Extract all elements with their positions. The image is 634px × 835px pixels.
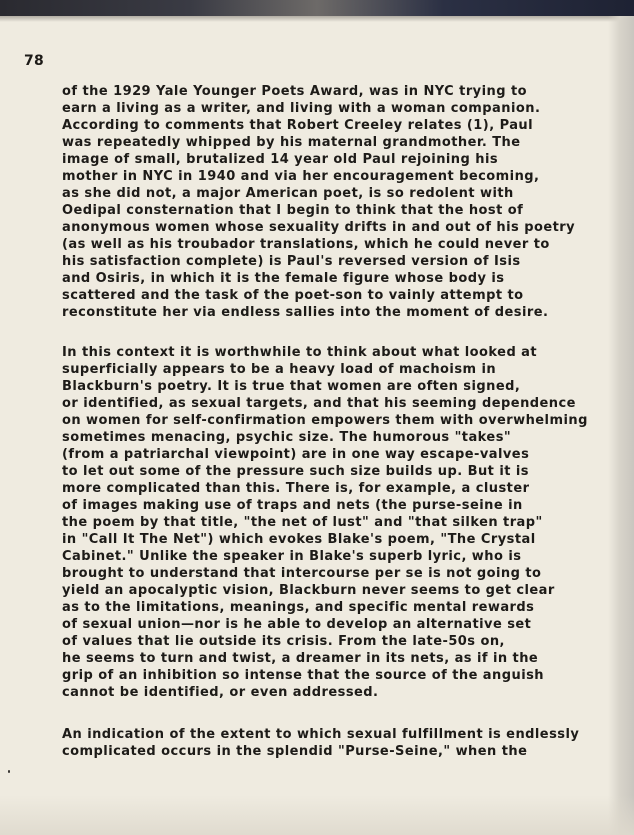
text-line: scattered and the task of the poet-son to vainly attempt to <box>62 288 524 303</box>
paragraph-1 <box>62 83 575 321</box>
paragraph-3 <box>62 726 579 760</box>
text-line: on women for self-confirmation empowers them with overwhelming <box>62 413 588 428</box>
text-line: his satisfaction complete) is Paul's reversed version of Isis <box>62 254 521 269</box>
text-line: image of small, brutalized 14 year old Paul rejoining his <box>62 152 499 167</box>
text-line: An indication of the extent to which sexual fulfillment is endlessly <box>62 727 580 742</box>
text-line: as to the limitations, meanings, and specific mental rewards <box>62 600 535 615</box>
text-line: of images making use of traps and nets (the purse-seine in <box>62 498 523 513</box>
text-line: According to comments that Robert Creeley relates (1), Paul <box>62 118 534 133</box>
text-line: yield an apocalyptic vision, Blackburn never seems to get clear <box>62 583 555 598</box>
text-line: superficially appears to be a heavy load of machoism in <box>62 362 497 377</box>
text-line: earn a living as a writer, and living with a woman companion. <box>62 101 541 116</box>
text-line: Cabinet." Unlike the speaker in Blake's superb lyric, who is <box>62 549 522 564</box>
text-line: was repeatedly whipped by his maternal grandmother. The <box>62 135 521 150</box>
text-line: of sexual union—nor is he able to develop an alternative set <box>62 617 532 632</box>
text-line: complicated occurs in the splendid "Purse-Seine," when the <box>62 744 528 759</box>
text-line: or identified, as sexual targets, and that his seeming dependence <box>62 396 576 411</box>
text-line: more complicated than this. There is, for example, a cluster <box>62 481 530 496</box>
text-line: as she did not, a major American poet, is so redolent with <box>62 186 514 201</box>
page-number: 78 <box>24 53 45 69</box>
text-line: (from a patriarchal viewpoint) are in one way escape-valves <box>62 447 530 462</box>
text-line: in "Call It The Net") which evokes Blake's poem, "The Crystal <box>62 532 536 547</box>
text-line: In this context it is worthwhile to think about what looked at <box>62 345 538 360</box>
text-line: cannot be identified, or even addressed. <box>62 685 379 700</box>
text-line: of the 1929 Yale Younger Poets Award, was in NYC trying to <box>62 84 527 99</box>
text-line: brought to understand that intercourse per se is not going to <box>62 566 542 581</box>
text-line: and Osiris, in which it is the female figure whose body is <box>62 271 505 286</box>
text-line: (as well as his troubador translations, which he could never to <box>62 237 550 252</box>
page-gutter-shadow <box>608 16 634 835</box>
text-line: anonymous women whose sexuality drifts in and out of his poetry <box>62 220 576 235</box>
paragraph-2 <box>62 344 588 701</box>
text-line: he seems to turn and twist, a dreamer in its nets, as if in the <box>62 651 539 666</box>
text-line: of values that lie outside its crisis. From the late-50s on, <box>62 634 505 649</box>
text-line: to let out some of the pressure such size builds up. But it is <box>62 464 529 479</box>
text-line: reconstitute her via endless sallies into the moment of desire. <box>62 305 549 320</box>
text-line: Oedipal consternation that I begin to think that the host of <box>62 203 524 218</box>
text-line: grip of an inhibition so intense that the source of the anguish <box>62 668 544 683</box>
text-line: mother in NYC in 1940 and via her encouragement becoming, <box>62 169 540 184</box>
page-bottom-shade <box>0 795 634 835</box>
scan-speck <box>8 770 10 773</box>
text-line: sometimes menacing, psychic size. The humorous "takes" <box>62 430 512 445</box>
scan-top-edge <box>0 0 634 16</box>
text-line: the poem by that title, "the net of lust" and "that silken trap" <box>62 515 543 530</box>
text-line: Blackburn's poetry. It is true that women are often signed, <box>62 379 521 394</box>
